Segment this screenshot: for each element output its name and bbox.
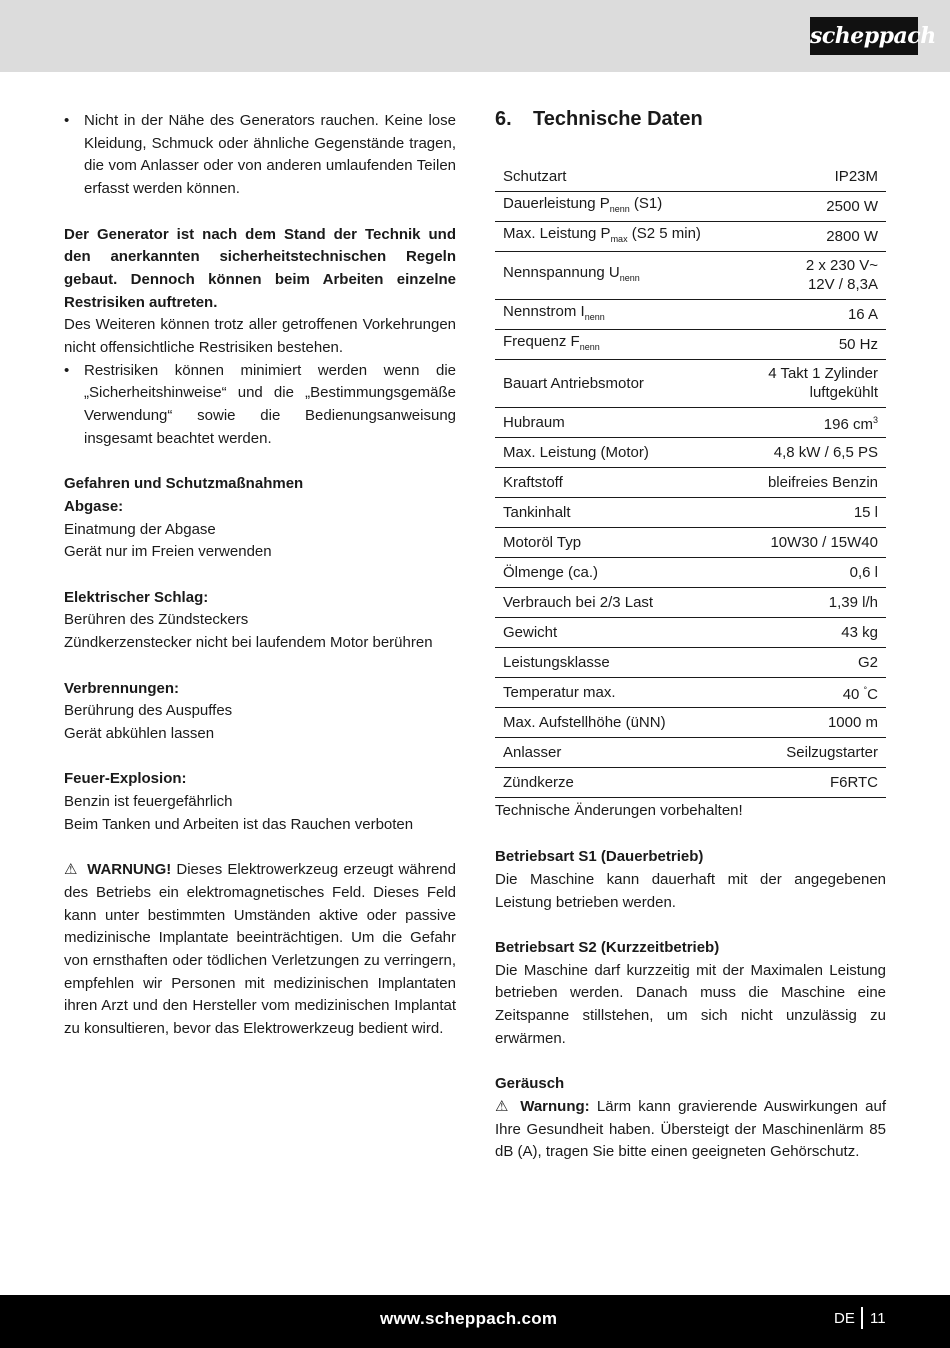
spec-label: Kraftstoff xyxy=(495,467,741,497)
footer-bar xyxy=(0,1295,950,1348)
noise-paragraph xyxy=(495,1096,886,1164)
warning-label: WARNUNG! xyxy=(87,861,172,879)
spec-value: F6RTC xyxy=(741,767,886,797)
fire-line: Benzin ist feuergefährlich xyxy=(64,793,233,811)
bullet-dot: • xyxy=(64,361,70,379)
table-row xyxy=(495,191,886,221)
spec-label: Bauart Antriebsmotor xyxy=(495,359,741,407)
left-column xyxy=(64,110,456,1041)
table-row xyxy=(495,587,886,617)
spec-value: 196 $cm^3$ xyxy=(741,407,886,437)
list-item xyxy=(64,360,456,451)
page-number: 11 xyxy=(870,1310,886,1327)
table-row xyxy=(495,647,886,677)
noise-text: Lärm kann gravierende Auswirkungen auf Ihre Gesundheit haben. Übersteigt der Maschinenlärm 85 dB (A), tragen Sie bitte einen geeigneten Gehörschutz. xyxy=(495,1097,886,1161)
table-note: Technische Änderungen vorbehalten! xyxy=(495,801,743,819)
spec-value: Seilzugstarter xyxy=(741,737,886,767)
warning-paragraph xyxy=(64,859,456,1041)
table-row xyxy=(495,221,886,251)
spec-label: Zündkerze xyxy=(495,767,741,797)
noise-title: Geräusch xyxy=(495,1075,565,1093)
spec-value: 10W30 / 15W40 xyxy=(741,527,886,557)
spec-value: 16 A xyxy=(741,299,886,329)
burns-line: Gerät abkühlen lassen xyxy=(64,724,215,742)
header-bar xyxy=(0,0,950,72)
spec-label: Nennstrom $I_{nenn}$ xyxy=(495,299,741,329)
spec-value: 50 Hz xyxy=(741,329,886,359)
spec-value: 2800 W xyxy=(741,221,886,251)
spec-value: 1000 m xyxy=(741,707,886,737)
table-row xyxy=(495,299,886,329)
spec-value: 1,39 l/h xyxy=(741,587,886,617)
table-row xyxy=(495,407,886,437)
table-row xyxy=(495,162,886,191)
spec-label: Max. Aufstellhöhe (üNN) xyxy=(495,707,741,737)
s1-text: Die Maschine kann dauerhaft mit der angegebenen Leistung betrieben werden. xyxy=(495,870,886,911)
spec-label: Max. Leistung (Motor) xyxy=(495,437,741,467)
fire-line: Beim Tanken und Arbeiten ist das Rauchen verboten xyxy=(64,815,414,833)
spec-value: 0,6 l xyxy=(741,557,886,587)
spec-label: Ölmenge (ca.) xyxy=(495,557,741,587)
exhaust-title: Abgase: xyxy=(64,497,124,515)
section-number: 6. xyxy=(495,108,512,130)
spec-label: Dauerleistung $P_{nenn}$ (S1) xyxy=(495,191,741,221)
section-title: Technische Daten xyxy=(533,108,703,130)
footer-divider xyxy=(861,1307,863,1329)
warning-triangle-icon: ⚠ xyxy=(495,1097,509,1115)
exhaust-line: Einatmung der Abgase xyxy=(64,520,216,538)
s2-title: Betriebsart S2 (Kurzzeitbetrieb) xyxy=(495,939,720,956)
bullet-text: Restrisiken können minimiert werden wenn die „Sicherheitshinweise“ und die „Bestimmungsgemäße Verwendung“ sowie die Bedienungsanweisung insgesamt beachtet werden. xyxy=(84,361,456,447)
bullet-dot: • xyxy=(64,112,70,129)
spec-label: Verbrauch bei 2/3 Last xyxy=(495,587,741,617)
bullet-text: Nicht in der Nähe des Generators rauchen. Keine lose Kleidung, Schmuck oder ähnliche Gegenstände tragen, die vom Anlasser oder von anderen umlaufenden Teilen erfasst werden können. xyxy=(84,112,456,198)
table-row xyxy=(495,767,886,797)
hazards-title: Gefahren und Schutzmaßnahmen xyxy=(64,475,304,493)
spec-label: Motoröl Typ xyxy=(495,527,741,557)
spec-label: Schutzart xyxy=(495,162,741,191)
fire-title: Feuer-Explosion: xyxy=(64,770,187,788)
exhaust-line: Gerät nur im Freien verwenden xyxy=(64,543,272,561)
spec-value: 4 Takt 1 Zylinder luftgekühlt xyxy=(741,359,886,407)
table-row xyxy=(495,737,886,767)
spec-value: 40 °C xyxy=(741,677,886,707)
spec-label: Frequenz $F_{nenn}$ xyxy=(495,329,741,359)
spec-value: bleifreies Benzin xyxy=(741,467,886,497)
table-row xyxy=(495,251,886,299)
list-item xyxy=(64,110,456,201)
table-row xyxy=(495,359,886,407)
shock-line: Zündkerzenstecker nicht bei laufendem Motor berühren xyxy=(64,634,433,652)
table-row xyxy=(495,617,886,647)
shock-line: Berühren des Zündsteckers xyxy=(64,611,249,629)
section-heading xyxy=(495,104,886,134)
spec-label: Leistungsklasse xyxy=(495,647,741,677)
spec-value: 2 x 230 V~ 12V / 8,3A xyxy=(741,251,886,299)
spec-value: 43 kg xyxy=(741,617,886,647)
s1-title: Betriebsart S1 (Dauerbetrieb) xyxy=(495,848,704,866)
right-column xyxy=(495,104,886,1164)
table-row xyxy=(495,467,886,497)
s2-text: Die Maschine darf kurzzeitig mit der Maximalen Leistung betrieben werden. Danach muss die Maschine eine Zeitspanne stillstehen, um sich nicht unzulässig zu erwärmen. xyxy=(495,961,886,1047)
burns-title: Verbrennungen: xyxy=(64,679,180,697)
warning-triangle-icon: ⚠ xyxy=(64,861,78,879)
spec-value: 15 l xyxy=(741,497,886,527)
spec-value: IP23M xyxy=(741,162,886,191)
spec-label: Max. Leistung $P_{max}$ (S2 5 min) xyxy=(495,221,741,251)
spec-label: Anlasser xyxy=(495,737,741,767)
shock-title: Elektrischer Schlag: xyxy=(64,588,209,606)
spec-value: 2500 W xyxy=(741,191,886,221)
language-code: DE xyxy=(834,1310,855,1327)
table-row xyxy=(495,497,886,527)
paragraph: Des Weiteren können trotz aller getroffenen Vorkehrungen nicht offensichtliche Restrisiken bestehen. xyxy=(64,316,456,357)
bold-paragraph: Der Generator ist nach dem Stand der Technik und den anerkannten sicherheitstechnischen Regeln gebaut. Dennoch können beim Arbeiten einzelne Restrisiken auftreten. xyxy=(64,225,456,311)
spec-label: Tankinhalt xyxy=(495,497,741,527)
spec-label: Temperatur max. xyxy=(495,677,741,707)
table-row xyxy=(495,677,886,707)
website-link[interactable]: www.scheppach.com xyxy=(380,1309,558,1328)
table-row xyxy=(495,329,886,359)
burns-line: Berührung des Auspuffes xyxy=(64,702,233,720)
spec-table xyxy=(495,162,886,798)
spec-value: 4,8 kW / 6,5 PS xyxy=(741,437,886,467)
spec-label: Nennspannung $U_{nenn}$ xyxy=(495,251,741,299)
table-row xyxy=(495,557,886,587)
table-row xyxy=(495,527,886,557)
table-row xyxy=(495,707,886,737)
scheppach-logo: scheppach xyxy=(810,17,918,55)
table-row xyxy=(495,437,886,467)
warning-text: Dieses Elektrowerkzeug erzeugt während des Betriebs ein elektromagnetisches Feld. Dieses Feld kann unter bestimmten Umständen aktive oder passive medizinische Implantate beeinträchtigen. Um die Gefahr von ernsthaften oder tödlichen Verletzungen zu verringern, empfehlen wir Personen mit medizinischen Implantaten ihren Arzt und den Hersteller vom medizinischen Implantat zu konsultieren, bevor das Elektrowerkzeug bedient wird. xyxy=(64,861,456,1038)
noise-warning-label: Warnung: xyxy=(520,1097,590,1115)
spec-label: Gewicht xyxy=(495,617,741,647)
spec-value: G2 xyxy=(741,647,886,677)
spec-label: Hubraum xyxy=(495,407,741,437)
